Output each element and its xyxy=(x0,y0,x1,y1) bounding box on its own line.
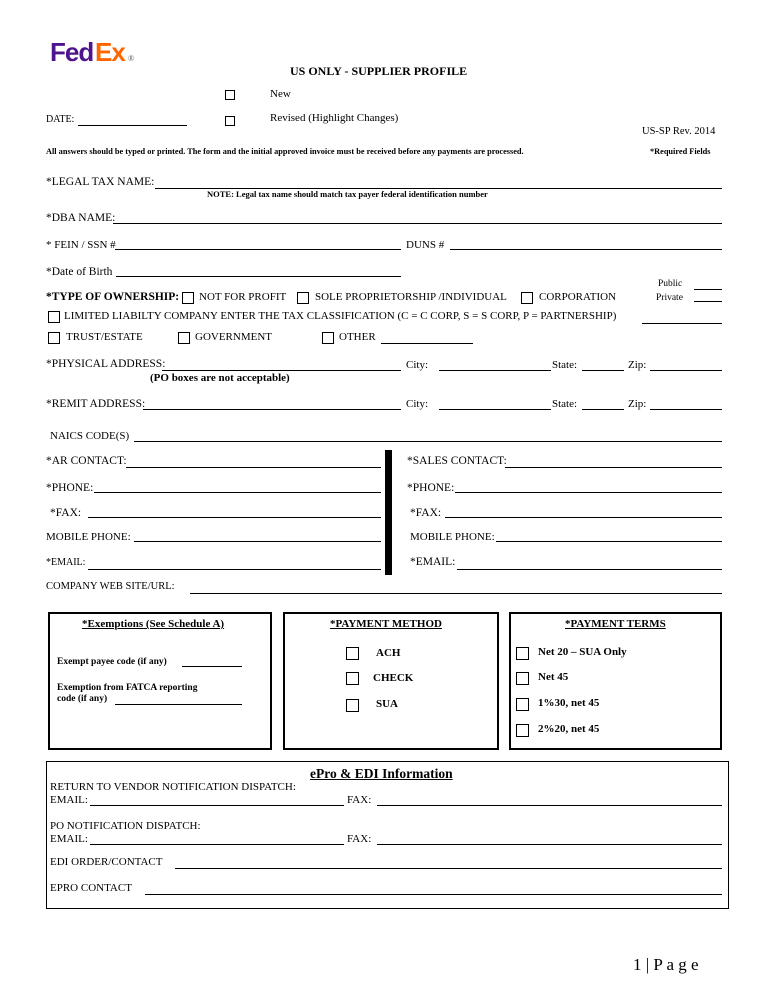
remit-address-label: *REMIT ADDRESS: xyxy=(46,398,146,410)
required-note: *Required Fields xyxy=(650,147,711,156)
not-for-profit-label: NOT FOR PROFIT xyxy=(199,291,287,303)
po-box-note: (PO boxes are not acceptable) xyxy=(150,372,290,384)
rtv-email-label: EMAIL: xyxy=(50,794,88,806)
disc-2-20-label: 2%20, net 45 xyxy=(538,723,600,735)
check-label: CHECK xyxy=(373,672,414,684)
exemptions-box xyxy=(48,612,272,750)
legal-tax-name-label: *LEGAL TAX NAME: xyxy=(46,176,155,188)
disc-1-30-checkbox[interactable] xyxy=(516,698,529,711)
public-field[interactable] xyxy=(694,289,722,290)
ar-contact-label: *AR CONTACT: xyxy=(46,455,127,467)
logo-reg: ® xyxy=(128,54,135,63)
edi-field[interactable] xyxy=(175,868,722,869)
instructions: All answers should be typed or printed. The form and the initial approved invoice must be received before any payments are processed. xyxy=(46,147,524,156)
exempt-payee-label: Exempt payee code (if any) xyxy=(57,657,167,667)
page-number xyxy=(633,955,699,975)
naics-field[interactable] xyxy=(134,441,722,442)
llc-checkbox[interactable] xyxy=(48,311,60,323)
rtv-fax-field[interactable] xyxy=(377,805,722,806)
ownership-label: *TYPE OF OWNERSHIP: xyxy=(46,291,180,303)
physical-zip-field[interactable] xyxy=(650,370,722,371)
exemptions-title xyxy=(82,618,224,630)
fatca-label-1: Exemption from FATCA reporting xyxy=(57,683,198,693)
new-checkbox[interactable] xyxy=(225,90,235,100)
not-for-profit-checkbox[interactable] xyxy=(182,292,194,304)
payment-terms-title: *PAYMENT TERMS xyxy=(565,618,666,630)
net45-label: Net 45 xyxy=(538,671,569,683)
ar-contact-field[interactable] xyxy=(126,467,381,468)
page-number-value: 1 xyxy=(633,955,642,974)
remit-zip-field[interactable] xyxy=(650,409,722,410)
page-title: US ONLY - SUPPLIER PROFILE xyxy=(290,64,468,78)
po-dispatch-label: PO NOTIFICATION DISPATCH: xyxy=(50,820,201,832)
sales-phone-field[interactable] xyxy=(455,492,722,493)
revision-number: US-SP Rev. 2014 xyxy=(642,126,716,137)
dob-field[interactable] xyxy=(116,276,401,277)
public-label: Public xyxy=(658,279,683,289)
physical-city-label: City: xyxy=(406,359,429,371)
rtv-label: RETURN TO VENDOR NOTIFICATION DISPATCH: xyxy=(50,781,296,793)
other-field[interactable] xyxy=(381,343,473,344)
exempt-payee-field[interactable] xyxy=(182,666,242,667)
date-label: DATE: xyxy=(46,114,75,125)
trust-checkbox[interactable] xyxy=(48,332,60,344)
page-label: | P a g e xyxy=(645,955,699,974)
sales-fax-field[interactable] xyxy=(445,517,722,518)
po-email-label: EMAIL: xyxy=(50,833,88,845)
sales-mobile-label: MOBILE PHONE: xyxy=(410,531,495,543)
sales-contact-label: *SALES CONTACT: xyxy=(407,455,507,467)
edi-label: EDI ORDER/CONTACT xyxy=(50,856,163,868)
po-fax-label: FAX: xyxy=(347,833,372,845)
net45-checkbox[interactable] xyxy=(516,672,529,685)
ar-mobile-label: MOBILE PHONE: xyxy=(46,531,131,543)
ar-fax-field[interactable] xyxy=(88,517,381,518)
physical-address-label: *PHYSICAL ADDRESS: xyxy=(46,358,166,370)
fein-label: * FEIN / SSN # xyxy=(46,239,116,251)
llc-classification-field[interactable] xyxy=(642,323,722,324)
ar-mobile-field[interactable] xyxy=(134,541,381,542)
physical-address-field[interactable] xyxy=(162,370,401,371)
remit-city-field[interactable] xyxy=(439,409,551,410)
corporation-checkbox[interactable] xyxy=(521,292,533,304)
ar-fax-label: *FAX: xyxy=(50,507,82,519)
other-label: OTHER xyxy=(339,331,376,343)
payment-method-title: *PAYMENT METHOD xyxy=(330,618,442,630)
sales-email-label: *EMAIL: xyxy=(410,556,456,568)
physical-state-label: State: xyxy=(552,359,578,371)
epro-contact-field[interactable] xyxy=(145,894,722,895)
sole-prop-label: SOLE PROPRIETORSHIP /INDIVIDUAL xyxy=(315,291,507,303)
remit-state-field[interactable] xyxy=(582,409,624,410)
government-checkbox[interactable] xyxy=(178,332,190,344)
logo-ex: Ex xyxy=(95,37,125,67)
corporation-label: CORPORATION xyxy=(539,291,617,303)
rtv-email-field[interactable] xyxy=(90,805,344,806)
remit-state-label: State: xyxy=(552,398,578,410)
revised-checkbox[interactable] xyxy=(225,116,235,126)
po-email-field[interactable] xyxy=(90,844,344,845)
disc-2-20-checkbox[interactable] xyxy=(516,724,529,737)
po-fax-field[interactable] xyxy=(377,844,722,845)
ar-phone-label: *PHONE: xyxy=(46,482,94,494)
website-field[interactable] xyxy=(190,593,722,594)
ar-email-label: *EMAIL: xyxy=(46,557,86,568)
remit-address-field[interactable] xyxy=(143,409,401,410)
rtv-fax-label: FAX: xyxy=(347,794,372,806)
check-checkbox[interactable] xyxy=(346,672,359,685)
fedex-logo xyxy=(50,37,150,69)
duns-label: DUNS # xyxy=(406,239,445,251)
new-label: New xyxy=(270,88,291,100)
ar-phone-field[interactable] xyxy=(94,492,381,493)
ach-label: ACH xyxy=(376,647,401,659)
disc-1-30-label: 1%30, net 45 xyxy=(538,697,600,709)
epro-title: ePro & EDI Information xyxy=(310,766,453,781)
revised-label: Revised (Highlight Changes) xyxy=(270,112,399,124)
ar-email-field[interactable] xyxy=(88,569,381,570)
private-label: Private xyxy=(656,293,683,303)
ach-checkbox[interactable] xyxy=(346,647,359,660)
llc-label: LIMITED LIABILTY COMPANY ENTER THE TAX CLASSIFICATION (C = C CORP, S = S CORP, P = PARTNERSHIP) xyxy=(64,310,617,322)
private-field[interactable] xyxy=(694,301,722,302)
epro-contact-label: EPRO CONTACT xyxy=(50,882,132,894)
duns-field[interactable] xyxy=(450,249,722,250)
remit-city-label: City: xyxy=(406,398,429,410)
dba-name-field[interactable] xyxy=(113,223,722,224)
sales-phone-label: *PHONE: xyxy=(407,482,455,494)
contact-divider xyxy=(385,450,392,575)
date-field[interactable] xyxy=(78,125,187,126)
sales-fax-label: *FAX: xyxy=(410,507,442,519)
net20-label: Net 20 – SUA Only xyxy=(538,646,627,658)
legal-tax-note: NOTE: Legal tax name should match tax payer federal identification number xyxy=(207,189,488,199)
remit-zip-label: Zip: xyxy=(628,398,647,410)
fein-field[interactable] xyxy=(115,249,401,250)
sua-label: SUA xyxy=(376,698,399,710)
fatca-field[interactable] xyxy=(115,704,242,705)
logo-fed: Fed xyxy=(50,37,94,67)
physical-city-field[interactable] xyxy=(439,370,551,371)
sua-checkbox[interactable] xyxy=(346,699,359,712)
fatca-label-2: code (if any) xyxy=(57,694,108,704)
net20-checkbox[interactable] xyxy=(516,647,529,660)
sales-contact-field[interactable] xyxy=(505,467,722,468)
government-label: GOVERNMENT xyxy=(195,331,272,343)
website-label: COMPANY WEB SITE/URL: xyxy=(46,581,175,592)
dba-name-label: *DBA NAME: xyxy=(46,212,116,224)
physical-state-field[interactable] xyxy=(582,370,624,371)
other-checkbox[interactable] xyxy=(322,332,334,344)
physical-zip-label: Zip: xyxy=(628,359,647,371)
sales-email-field[interactable] xyxy=(457,569,722,570)
exemptions-title-text: *Exemptions (See Schedule A) xyxy=(82,618,225,630)
sole-prop-checkbox[interactable] xyxy=(297,292,309,304)
dob-label: *Date of Birth xyxy=(46,266,113,278)
sales-mobile-field[interactable] xyxy=(496,541,722,542)
trust-label: TRUST/ESTATE xyxy=(66,331,143,343)
naics-label: NAICS CODE(S) xyxy=(50,430,130,442)
